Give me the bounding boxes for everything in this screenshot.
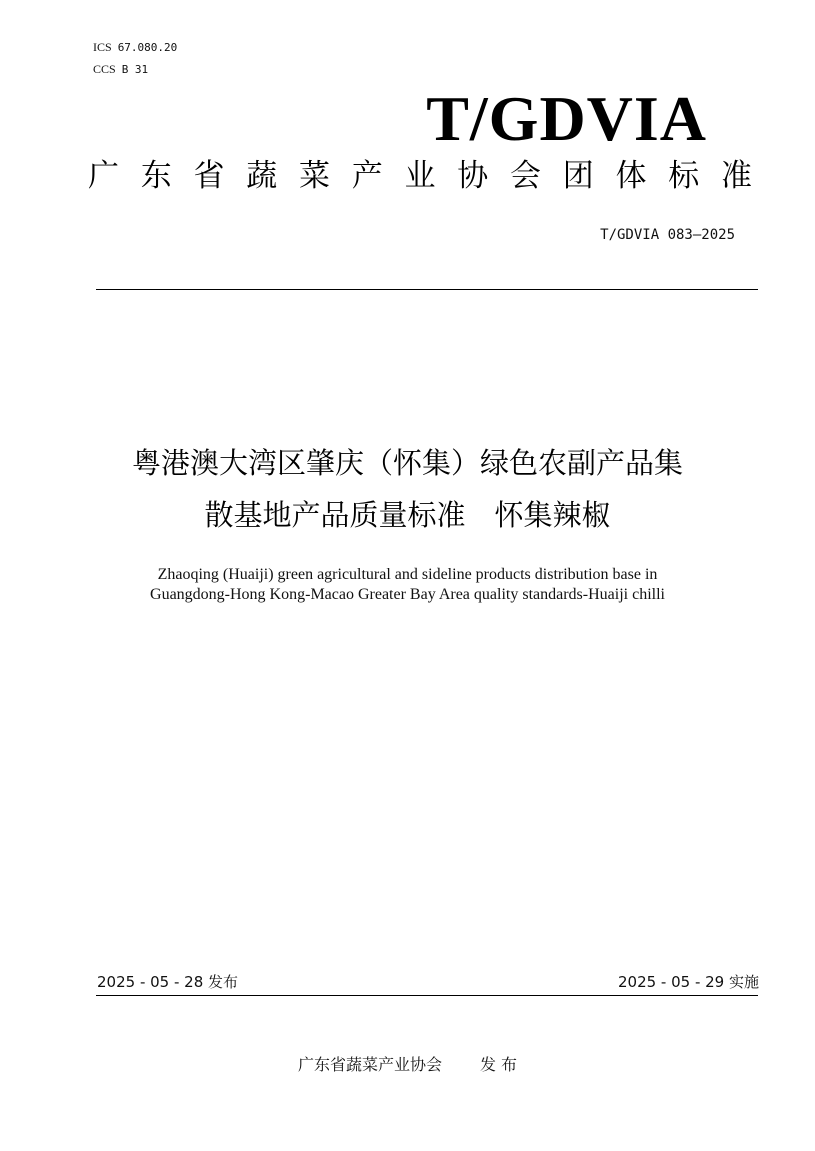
org-title-char: 会	[510, 158, 541, 194]
ccs-code: B 31	[121, 63, 149, 76]
standard-logo: T/GDVIA	[426, 83, 707, 154]
footer-divider	[96, 995, 758, 996]
standard-number: T/GDVIA 083—2025	[600, 227, 735, 243]
publish-date: 2025 - 05 - 28 发布	[97, 973, 239, 991]
org-title-char: 体	[615, 158, 647, 194]
english-title-line-2: Guangdong-Hong Kong-Macao Greater Bay Area quality standards-Huaiji chilli	[150, 586, 665, 603]
english-title-line-1: Zhaoqing (Huaiji) green agricultural and sideline products distribution base in	[157, 566, 658, 583]
chinese-title-line-1: 粤港澳大湾区肇庆（怀集）绿色农副产品集	[131, 446, 683, 480]
org-title-char: 协	[457, 158, 489, 194]
org-title-char: 准	[721, 158, 752, 194]
chinese-title-line-2: 散基地产品质量标准 怀集辣椒	[204, 498, 611, 532]
ccs-classification	[93, 62, 148, 77]
implement-date: 2025 - 05 - 29 实施	[617, 973, 759, 991]
org-title-char: 团	[562, 158, 594, 194]
issuer-name: 广东省蔬菜产业协会	[297, 1055, 442, 1074]
ics-code: 67.080.20	[117, 41, 178, 54]
ics-label: ICS	[93, 40, 112, 54]
org-title-char: 东	[140, 158, 172, 194]
ics-classification	[93, 40, 177, 55]
org-title-char: 省	[193, 158, 225, 194]
org-title-char: 业	[404, 158, 436, 194]
ccs-label: CCS	[93, 62, 116, 76]
header-divider	[96, 289, 758, 290]
org-title-char: 产	[351, 158, 383, 194]
org-title-char: 广	[88, 158, 119, 194]
org-title-char: 菜	[299, 158, 330, 194]
issuer-action: 发 布	[479, 1055, 518, 1074]
issuer-line	[0, 1054, 815, 1076]
org-title-char: 蔬	[246, 158, 278, 194]
org-title-char: 标	[668, 158, 700, 194]
organization-title	[88, 156, 752, 196]
